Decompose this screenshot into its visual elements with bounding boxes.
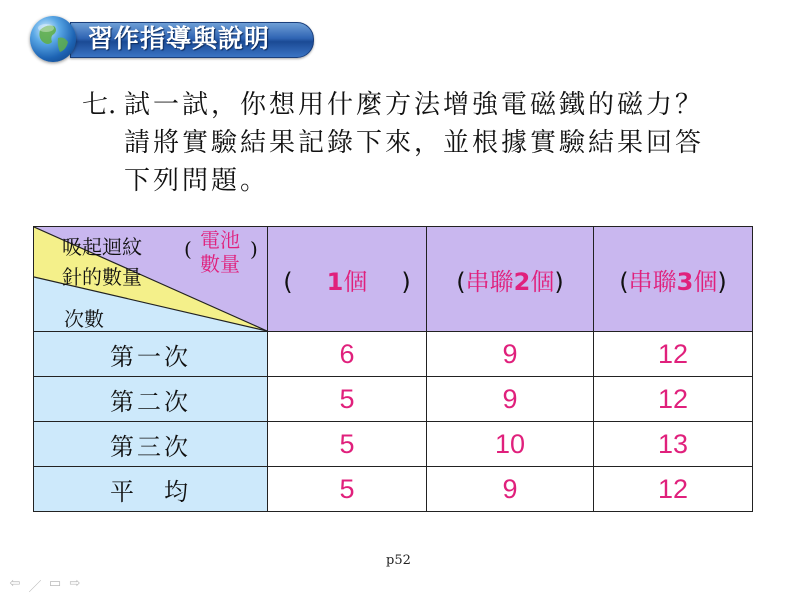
- table-cell: 12: [594, 467, 753, 512]
- col1-unit: 個: [343, 267, 368, 296]
- column-header-1: [268, 227, 427, 332]
- table-cell: 9: [427, 467, 594, 512]
- table-cell: 6: [268, 332, 427, 377]
- table-cell: 5: [268, 422, 427, 467]
- col1-count: 1: [326, 267, 344, 296]
- corner-close-paren: ): [250, 237, 258, 261]
- table-cell: 9: [427, 377, 594, 422]
- col2-close-paren: ): [554, 267, 564, 296]
- table-row: [34, 377, 753, 422]
- col2-prefix: 串聯: [465, 267, 514, 296]
- corner-label-trials: 次數: [64, 307, 104, 331]
- col2-count: 2: [513, 267, 531, 296]
- table-row: [34, 422, 753, 467]
- col3-open-paren: (: [619, 267, 629, 296]
- table-cell: 5: [268, 467, 427, 512]
- corner-label-clips-2: 針的數量: [62, 265, 142, 289]
- col2-open-paren: (: [456, 267, 466, 296]
- row-label: 第二次: [34, 377, 268, 422]
- table-cell: 9: [427, 332, 594, 377]
- page-number: p52: [386, 553, 411, 568]
- corner-open-paren: (: [184, 237, 192, 261]
- slide-nav: [8, 576, 82, 595]
- col1-open-paren: (: [283, 267, 293, 296]
- table-cell: 10: [427, 422, 594, 467]
- table-header-row: [34, 227, 753, 332]
- table-row: [34, 332, 753, 377]
- corner-cell: [34, 227, 268, 332]
- col2-unit: 個: [530, 267, 555, 296]
- corner-label-battery-2: 數量: [200, 252, 240, 276]
- question-text: [82, 86, 704, 200]
- row-label: 平 均: [34, 467, 268, 512]
- corner-label-battery-1: 電池: [200, 228, 240, 252]
- question-number: 七.: [82, 90, 117, 120]
- corner-label-clips-1: 吸起迴紋: [62, 235, 142, 259]
- results-table: [33, 226, 753, 512]
- arrow-left-icon[interactable]: ⇦: [9, 576, 21, 591]
- table-row: [34, 467, 753, 512]
- globe-icon: [30, 16, 76, 62]
- question-line-3: 下列問題。: [124, 166, 270, 196]
- question-line-2: 請將實驗結果記錄下來，並根據實驗結果回答: [124, 128, 705, 158]
- table-cell: 12: [594, 332, 753, 377]
- col1-close-paren: ): [401, 267, 411, 296]
- arrow-right-icon[interactable]: ⇨: [69, 576, 81, 591]
- col3-unit: 個: [693, 267, 718, 296]
- col3-close-paren: ): [717, 267, 727, 296]
- column-header-3: [594, 227, 753, 332]
- col3-count: 3: [676, 267, 694, 296]
- banner-title: 習作指導與說明: [88, 24, 271, 53]
- table-cell: 13: [594, 422, 753, 467]
- column-header-2: [427, 227, 594, 332]
- table-cell: 5: [268, 377, 427, 422]
- col3-prefix: 串聯: [628, 267, 677, 296]
- question-line-1: 試一試，你想用什麼方法增強電磁鐵的磁力？: [124, 90, 705, 120]
- row-label: 第一次: [34, 332, 268, 377]
- pen-icon[interactable]: ／: [28, 580, 42, 595]
- menu-icon[interactable]: ▭: [48, 576, 62, 591]
- header-banner: [30, 16, 315, 62]
- row-label: 第三次: [34, 422, 268, 467]
- table-cell: 12: [594, 377, 753, 422]
